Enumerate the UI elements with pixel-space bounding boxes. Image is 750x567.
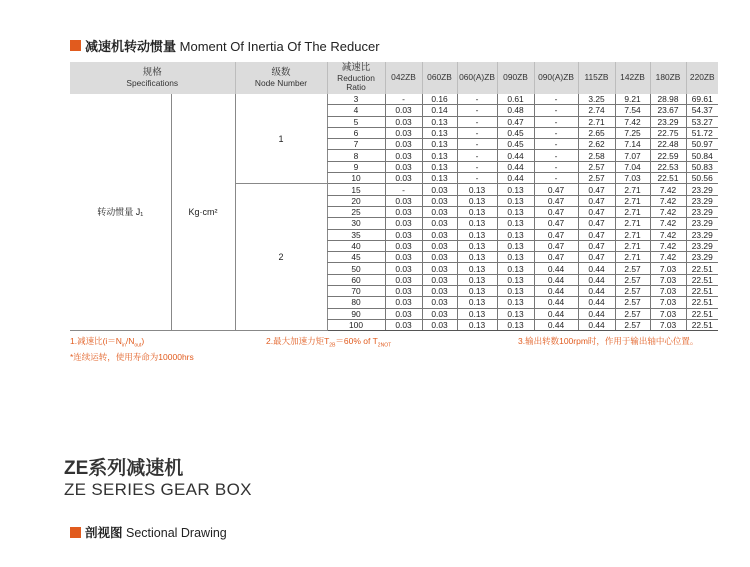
- value-cell: 0.03: [422, 218, 457, 229]
- ratio-cell: 15: [327, 184, 385, 195]
- value-cell: 0.03: [385, 308, 422, 319]
- header-model-090azb: 090(A)ZB: [534, 62, 578, 94]
- value-cell: 0.03: [422, 319, 457, 330]
- value-cell: 0.13: [497, 286, 534, 297]
- value-cell: 0.13: [422, 127, 457, 138]
- series-title-cn: ZE系列减速机: [64, 458, 184, 479]
- value-cell: 7.03: [650, 319, 686, 330]
- value-cell: 2.57: [615, 297, 650, 308]
- value-cell: 22.51: [686, 286, 718, 297]
- value-cell: 0.47: [534, 229, 578, 240]
- ratio-cell: 20: [327, 195, 385, 206]
- value-cell: -: [534, 105, 578, 116]
- value-cell: 0.13: [457, 263, 497, 274]
- node-number-cell: 2: [235, 184, 327, 331]
- value-cell: 0.03: [385, 127, 422, 138]
- value-cell: -: [534, 161, 578, 172]
- value-cell: -: [457, 94, 497, 105]
- value-cell: 0.13: [497, 218, 534, 229]
- value-cell: 0.03: [385, 139, 422, 150]
- ratio-cell: 90: [327, 308, 385, 319]
- ratio-cell: 45: [327, 252, 385, 263]
- value-cell: 0.13: [422, 150, 457, 161]
- value-cell: 0.44: [578, 274, 615, 285]
- value-cell: 50.83: [686, 161, 718, 172]
- note-1-line1: 1.减速比$(i=N_{in}/N_{out})$: [70, 336, 145, 349]
- value-cell: 28.98: [650, 94, 686, 105]
- value-cell: 0.13: [497, 308, 534, 319]
- section-header-sectional: [70, 523, 227, 541]
- value-cell: 0.13: [457, 297, 497, 308]
- ratio-cell: 9: [327, 161, 385, 172]
- header-model-142zb: 142ZB: [615, 62, 650, 94]
- section-title-cn: 减速机转动惯量: [85, 39, 177, 54]
- value-cell: 0.03: [422, 195, 457, 206]
- value-cell: 0.03: [422, 240, 457, 251]
- value-cell: 0.03: [385, 274, 422, 285]
- header-model-042zb: 042ZB: [385, 62, 422, 94]
- value-cell: 23.29: [686, 240, 718, 251]
- value-cell: 0.45: [497, 139, 534, 150]
- value-cell: 0.47: [578, 206, 615, 217]
- value-cell: 2.71: [615, 229, 650, 240]
- value-cell: -: [534, 127, 578, 138]
- value-cell: 0.03: [385, 286, 422, 297]
- ratio-cell: 4: [327, 105, 385, 116]
- value-cell: 7.03: [650, 308, 686, 319]
- value-cell: -: [457, 105, 497, 116]
- value-cell: 2.57: [578, 161, 615, 172]
- value-cell: 2.58: [578, 150, 615, 161]
- value-cell: 0.13: [497, 229, 534, 240]
- value-cell: 2.57: [615, 274, 650, 285]
- note-3: 3.输出转数100rpm时，作用于输出轴中心位置。: [518, 336, 699, 346]
- value-cell: 2.71: [615, 195, 650, 206]
- value-cell: 0.44: [534, 308, 578, 319]
- value-cell: 50.97: [686, 139, 718, 150]
- value-cell: 0.03: [385, 116, 422, 127]
- value-cell: 2.71: [578, 116, 615, 127]
- value-cell: 7.42: [650, 184, 686, 195]
- value-cell: 2.57: [615, 319, 650, 330]
- header-specifications: 规格 Specifications: [70, 62, 235, 94]
- value-cell: 0.61: [497, 94, 534, 105]
- value-cell: 7.14: [615, 139, 650, 150]
- value-cell: 0.13: [497, 319, 534, 330]
- value-cell: 2.62: [578, 139, 615, 150]
- value-cell: 23.29: [686, 229, 718, 240]
- value-cell: 0.03: [422, 308, 457, 319]
- section-title: [85, 36, 380, 55]
- value-cell: 0.13: [497, 184, 534, 195]
- value-cell: 0.47: [578, 229, 615, 240]
- note-1: [70, 336, 194, 363]
- value-cell: 0.44: [534, 319, 578, 330]
- value-cell: 22.59: [650, 150, 686, 161]
- value-cell: 0.47: [534, 252, 578, 263]
- ratio-cell: 25: [327, 206, 385, 217]
- header-model-060zb: 060ZB: [422, 62, 457, 94]
- ratio-cell: 8: [327, 150, 385, 161]
- header-model-060azb: 060(A)ZB: [457, 62, 497, 94]
- value-cell: 0.47: [534, 206, 578, 217]
- value-cell: 0.13: [457, 252, 497, 263]
- value-cell: 9.21: [615, 94, 650, 105]
- value-cell: 2.65: [578, 127, 615, 138]
- value-cell: -: [457, 139, 497, 150]
- value-cell: 0.13: [497, 195, 534, 206]
- value-cell: -: [385, 184, 422, 195]
- value-cell: 0.13: [497, 297, 534, 308]
- value-cell: 0.03: [385, 105, 422, 116]
- value-cell: 0.14: [422, 105, 457, 116]
- value-cell: 22.53: [650, 161, 686, 172]
- value-cell: 22.51: [650, 173, 686, 184]
- ratio-cell: 10: [327, 173, 385, 184]
- value-cell: 2.71: [615, 206, 650, 217]
- table-row: [70, 94, 718, 105]
- value-cell: 22.51: [686, 297, 718, 308]
- value-cell: 0.47: [534, 195, 578, 206]
- value-cell: -: [457, 150, 497, 161]
- value-cell: 0.44: [534, 286, 578, 297]
- ratio-cell: 30: [327, 218, 385, 229]
- value-cell: 0.13: [457, 319, 497, 330]
- value-cell: 2.71: [615, 218, 650, 229]
- value-cell: -: [534, 94, 578, 105]
- value-cell: 2.57: [615, 286, 650, 297]
- value-cell: 0.47: [534, 184, 578, 195]
- value-cell: 0.13: [457, 206, 497, 217]
- value-cell: 0.13: [457, 229, 497, 240]
- unit-label: Kg·cm²: [171, 94, 235, 331]
- section-title: [85, 523, 227, 541]
- value-cell: 0.44: [497, 150, 534, 161]
- value-cell: 0.03: [385, 150, 422, 161]
- section-marker-square: [70, 527, 81, 538]
- header-model-220zb: 220ZB: [686, 62, 718, 94]
- value-cell: 53.27: [686, 116, 718, 127]
- value-cell: 0.48: [497, 105, 534, 116]
- value-cell: -: [534, 173, 578, 184]
- value-cell: 23.29: [686, 195, 718, 206]
- value-cell: 0.47: [578, 252, 615, 263]
- section-marker-square: [70, 40, 81, 51]
- header-model-180zb: 180ZB: [650, 62, 686, 94]
- section2-title-cn: 剖视图: [85, 526, 123, 540]
- series-title-block: [64, 458, 252, 500]
- value-cell: -: [457, 116, 497, 127]
- section-title-en: Moment Of Inertia Of The Reducer: [179, 39, 380, 54]
- value-cell: 0.03: [422, 206, 457, 217]
- value-cell: 2.57: [615, 263, 650, 274]
- ratio-cell: 3: [327, 94, 385, 105]
- value-cell: 50.56: [686, 173, 718, 184]
- ratio-cell: 5: [327, 116, 385, 127]
- value-cell: 7.04: [615, 161, 650, 172]
- value-cell: 0.03: [422, 274, 457, 285]
- value-cell: 0.47: [534, 240, 578, 251]
- value-cell: 23.29: [686, 184, 718, 195]
- value-cell: 0.13: [422, 139, 457, 150]
- value-cell: 22.75: [650, 127, 686, 138]
- spec-label: 转动惯量 J₁: [70, 94, 171, 331]
- note-2: 2.最大加速力矩$T_{2B}=60\%$ of $T_{2NOT}$: [266, 336, 392, 349]
- value-cell: 22.48: [650, 139, 686, 150]
- ratio-cell: 80: [327, 297, 385, 308]
- value-cell: 7.42: [650, 240, 686, 251]
- value-cell: 0.13: [497, 263, 534, 274]
- ratio-cell: 35: [327, 229, 385, 240]
- value-cell: 0.44: [497, 173, 534, 184]
- value-cell: 0.13: [457, 274, 497, 285]
- value-cell: 0.47: [578, 218, 615, 229]
- value-cell: 7.42: [650, 195, 686, 206]
- value-cell: 0.47: [578, 195, 615, 206]
- value-cell: 0.03: [385, 229, 422, 240]
- value-cell: 0.44: [497, 161, 534, 172]
- ratio-cell: 70: [327, 286, 385, 297]
- value-cell: 22.51: [686, 319, 718, 330]
- value-cell: 0.03: [385, 263, 422, 274]
- value-cell: 2.71: [615, 240, 650, 251]
- ratio-cell: 40: [327, 240, 385, 251]
- value-cell: 0.16: [422, 94, 457, 105]
- value-cell: 0.44: [578, 286, 615, 297]
- value-cell: 3.25: [578, 94, 615, 105]
- value-cell: 0.13: [497, 252, 534, 263]
- value-cell: 0.44: [534, 263, 578, 274]
- ratio-cell: 7: [327, 139, 385, 150]
- value-cell: 0.13: [457, 195, 497, 206]
- value-cell: 54.37: [686, 105, 718, 116]
- value-cell: 0.47: [578, 184, 615, 195]
- value-cell: -: [534, 150, 578, 161]
- value-cell: 2.74: [578, 105, 615, 116]
- value-cell: 0.03: [385, 206, 422, 217]
- value-cell: 0.13: [457, 308, 497, 319]
- ratio-cell: 50: [327, 263, 385, 274]
- value-cell: -: [534, 139, 578, 150]
- ratio-cell: 60: [327, 274, 385, 285]
- value-cell: 0.03: [422, 263, 457, 274]
- value-cell: 0.44: [578, 297, 615, 308]
- table-header-row: [70, 62, 718, 94]
- value-cell: 7.42: [650, 229, 686, 240]
- value-cell: 0.03: [422, 229, 457, 240]
- value-cell: 0.44: [534, 274, 578, 285]
- value-cell: 7.07: [615, 150, 650, 161]
- value-cell: 0.13: [422, 173, 457, 184]
- value-cell: 2.57: [615, 308, 650, 319]
- value-cell: 23.29: [686, 218, 718, 229]
- value-cell: 0.03: [385, 173, 422, 184]
- value-cell: 0.03: [385, 319, 422, 330]
- ratio-cell: 6: [327, 127, 385, 138]
- ratio-cell: 100: [327, 319, 385, 330]
- value-cell: 50.84: [686, 150, 718, 161]
- header-model-115zb: 115ZB: [578, 62, 615, 94]
- value-cell: 69.61: [686, 94, 718, 105]
- value-cell: 0.44: [534, 297, 578, 308]
- value-cell: 7.42: [650, 218, 686, 229]
- value-cell: 0.47: [497, 116, 534, 127]
- value-cell: 23.67: [650, 105, 686, 116]
- value-cell: 23.29: [650, 116, 686, 127]
- value-cell: -: [457, 161, 497, 172]
- value-cell: 0.47: [534, 218, 578, 229]
- value-cell: 0.47: [578, 240, 615, 251]
- value-cell: 0.13: [457, 286, 497, 297]
- value-cell: 7.25: [615, 127, 650, 138]
- value-cell: 51.72: [686, 127, 718, 138]
- series-title-en: ZE SERIES GEAR BOX: [64, 480, 252, 499]
- section2-title-en: Sectional Drawing: [126, 526, 227, 540]
- value-cell: 0.13: [497, 206, 534, 217]
- value-cell: 2.71: [615, 252, 650, 263]
- value-cell: 0.03: [385, 195, 422, 206]
- value-cell: 0.03: [385, 161, 422, 172]
- header-reduction-ratio: 减速比 Reduction Ratio: [327, 62, 385, 94]
- value-cell: 7.03: [650, 274, 686, 285]
- node-number-cell: 1: [235, 94, 327, 184]
- value-cell: -: [457, 173, 497, 184]
- value-cell: 0.03: [422, 184, 457, 195]
- value-cell: -: [457, 127, 497, 138]
- table-body: [70, 94, 718, 331]
- note-1-line2: *连续运转，使用寿命为10000hrs: [70, 351, 194, 362]
- value-cell: 7.42: [650, 206, 686, 217]
- value-cell: 0.44: [578, 319, 615, 330]
- value-cell: 0.03: [422, 252, 457, 263]
- value-cell: 0.13: [422, 161, 457, 172]
- value-cell: 0.03: [385, 218, 422, 229]
- value-cell: 0.44: [578, 263, 615, 274]
- value-cell: 7.42: [650, 252, 686, 263]
- value-cell: 0.13: [497, 274, 534, 285]
- value-cell: 0.13: [457, 184, 497, 195]
- value-cell: 0.03: [385, 240, 422, 251]
- value-cell: 0.13: [457, 218, 497, 229]
- value-cell: 7.42: [615, 116, 650, 127]
- value-cell: 22.51: [686, 308, 718, 319]
- value-cell: 0.03: [422, 297, 457, 308]
- value-cell: 0.45: [497, 127, 534, 138]
- header-model-090zb: 090ZB: [497, 62, 534, 94]
- value-cell: 0.44: [578, 308, 615, 319]
- value-cell: 7.03: [650, 297, 686, 308]
- value-cell: 2.57: [578, 173, 615, 184]
- inertia-table: [70, 62, 718, 331]
- value-cell: 7.54: [615, 105, 650, 116]
- value-cell: 23.29: [686, 206, 718, 217]
- value-cell: 0.13: [497, 240, 534, 251]
- value-cell: 7.03: [615, 173, 650, 184]
- value-cell: 0.03: [422, 286, 457, 297]
- value-cell: 2.71: [615, 184, 650, 195]
- value-cell: 0.03: [385, 252, 422, 263]
- value-cell: 7.03: [650, 286, 686, 297]
- value-cell: -: [385, 94, 422, 105]
- header-node-number: 级数 Node Number: [235, 62, 327, 94]
- value-cell: 0.13: [422, 116, 457, 127]
- value-cell: 22.51: [686, 263, 718, 274]
- value-cell: 23.29: [686, 252, 718, 263]
- value-cell: 0.13: [457, 240, 497, 251]
- value-cell: 7.03: [650, 263, 686, 274]
- value-cell: 22.51: [686, 274, 718, 285]
- section-header-inertia: [70, 36, 380, 55]
- value-cell: 0.03: [385, 297, 422, 308]
- value-cell: -: [534, 116, 578, 127]
